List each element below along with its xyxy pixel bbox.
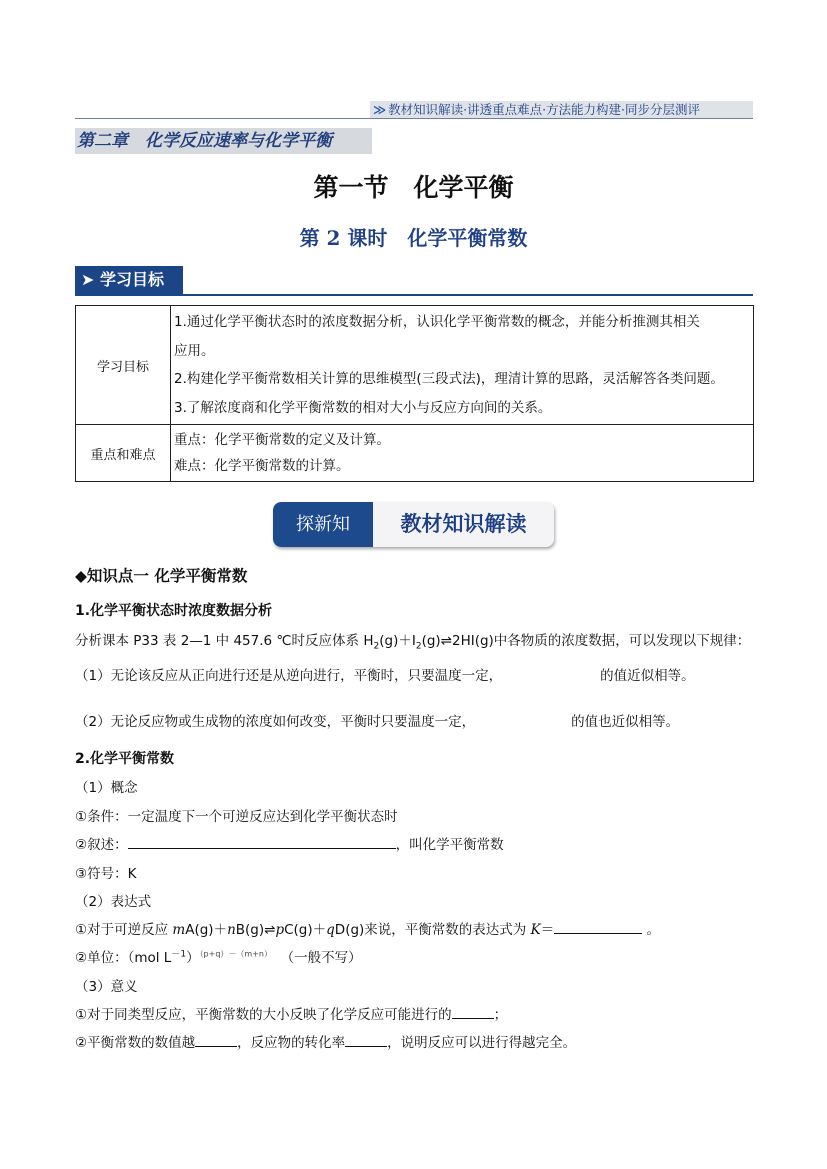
fill-blank[interactable] (128, 836, 396, 849)
rule-1-text-a: （1）无论该反应从正向进行还是从逆向进行，平衡时，只要温度一定， (75, 668, 503, 684)
expression-heading: （2）表达式 (75, 894, 152, 910)
expr-text: 。 (642, 922, 660, 938)
symbol-line: ③符号：K (75, 866, 137, 882)
description-line (75, 833, 504, 853)
unit-text-b: ） (186, 950, 200, 966)
row-label-goals: 学习目标 (76, 306, 171, 425)
rule-2-text-b: 的值也近似相等。 (571, 714, 680, 730)
subsection-heading-1: 1.化学平衡状态时浓度数据分析 (75, 603, 273, 619)
coef-p: p (275, 922, 285, 938)
goal-line: 3.了解浓度商和化学平衡常数的相对大小与反应方向间的关系。 (174, 399, 552, 416)
subsection-heading-2: 2.化学平衡常数 (75, 751, 175, 767)
learning-goals-banner: ➤ 学习目标 (75, 266, 183, 294)
expr-text: B(g)⇌ (235, 922, 276, 938)
rule-2-text-a: （2）无论反应物或生成物的浓度如何改变，平衡时只要温度一定， (75, 714, 476, 730)
meaning-line-2 (75, 1031, 576, 1051)
expr-text: C(g)＋ (284, 922, 327, 938)
unit-text-c: （一般不写） (280, 950, 362, 966)
table-row (76, 425, 754, 482)
double-chevron-icon: ≫ (373, 102, 387, 117)
rule-line-2 (75, 710, 679, 730)
subscript: 2 (373, 641, 380, 652)
learning-goals-rule (75, 294, 753, 296)
coef-m: m (172, 922, 186, 938)
meaning-1-text-b: ； (493, 1007, 508, 1023)
fill-blank[interactable] (554, 921, 642, 934)
rule-line-1 (75, 664, 695, 684)
meaning-2-text-b: ，反应物的转化率 (237, 1035, 346, 1051)
goal-line: 2.构建化学平衡常数相关计算的思维模型(三段式法)，理清计算的思路，灵活解答各类问题。 (174, 371, 724, 387)
knowledge-point-heading: ◆知识点一 化学平衡常数 (75, 567, 248, 585)
intro-text-b: (g)＋I (379, 633, 416, 649)
section-pill-banner (273, 502, 554, 547)
pill-right-label: 教材知识解读 (400, 512, 527, 536)
lesson-title: 第 2 课时 化学平衡常数 (299, 226, 528, 250)
key-point-line: 重点：化学平衡常数的定义及计算。 (174, 432, 390, 448)
chapter-title: 第二章 化学反应速率与化学平衡 (75, 128, 372, 154)
unit-line (75, 946, 362, 966)
intro-text-a: 分析课本 P33 表 2—1 中 457.6 ℃时反应体系 H (75, 633, 374, 649)
meaning-2-text-a: ②平衡常数的数值越 (75, 1035, 196, 1051)
fill-blank[interactable] (195, 1034, 237, 1047)
unit-text-a: ②单位：（mol L (75, 950, 172, 966)
subscript: 2 (415, 641, 422, 652)
expr-text: ＝ (540, 922, 555, 938)
intro-text-c: (g)⇌2HI(g)中各物质的浓度数据，可以发现以下规律： (421, 633, 751, 649)
rule-1-text-b: 的值近似相等。 (600, 668, 695, 684)
pill-left-label: 探新知 (273, 502, 373, 547)
meaning-heading: （3）意义 (75, 979, 138, 995)
expr-text: D(g)来说，平衡常数的表达式为 (334, 922, 531, 938)
table-row (76, 306, 754, 425)
expr-text: A(g)＋ (185, 922, 228, 938)
header-tagline (370, 101, 753, 118)
section-title: 第一节 化学平衡 (313, 173, 514, 202)
key-point-line: 难点：化学平衡常数的计算。 (174, 458, 350, 474)
tagline-text: 教材知识解读·讲透重点难点·方法能力构建·同步分层测评 (388, 102, 701, 117)
meaning-line-1 (75, 1003, 507, 1023)
key-points-content (171, 425, 754, 482)
goal-line: 应用。 (174, 342, 215, 359)
fill-blank[interactable] (345, 1034, 387, 1047)
row-label-key-points: 重点和难点 (76, 425, 171, 482)
symbol-k: K (530, 922, 541, 938)
condition-line: ①条件：一定温度下一个可逆反应达到化学平衡状态时 (75, 809, 398, 825)
header-divider (75, 118, 753, 119)
goals-content (171, 306, 754, 425)
unit-exponent: （p+q）－（m+n） (199, 949, 272, 959)
expression-line (75, 918, 660, 938)
goal-line: 1.通过化学平衡状态时的浓度数据分析，认识化学平衡常数的概念，并能分析推测其相关 (174, 314, 700, 330)
unit-superscript: －1 (171, 949, 187, 960)
coef-q: q (326, 922, 335, 938)
expr-text: ①对于可逆反应 (75, 922, 173, 938)
meaning-2-text-c: ，说明反应可以进行得越完全。 (387, 1035, 577, 1051)
fill-blank[interactable] (452, 1006, 494, 1019)
coef-n: n (227, 922, 236, 938)
meaning-1-text-a: ①对于同类型反应，平衡常数的大小反映了化学反应可能进行的 (75, 1007, 452, 1023)
intro-line (75, 629, 750, 652)
concept-heading: （1）概念 (75, 780, 138, 796)
learning-goals-table (75, 305, 754, 482)
description-text-a: ②叙述： (75, 837, 128, 853)
description-text-b: ，叫化学平衡常数 (395, 837, 504, 853)
